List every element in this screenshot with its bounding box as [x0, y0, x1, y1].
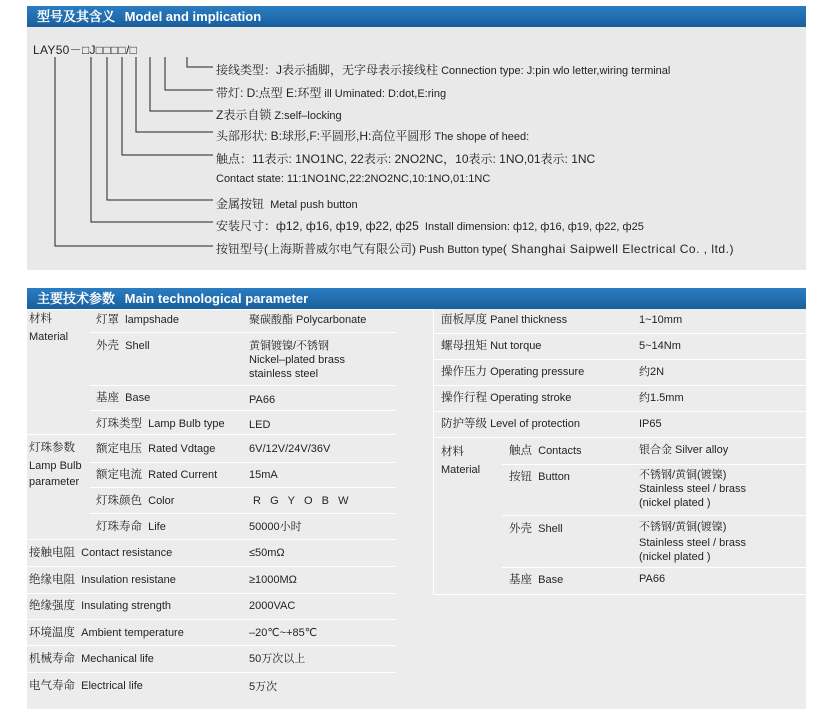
- spec-row-shell: 外壳 Shell: [96, 340, 150, 352]
- spec-value-base: PA66: [249, 394, 276, 406]
- model-line-contacts: 触点：11表示: 1NO1NC, 22表示: 2NO2NC，10表示: 1NO,01表示: 1NC: [216, 152, 596, 166]
- spec-value-lampshade: 聚碳酸酯 Polycarbonate: [249, 314, 367, 326]
- spec-row-operating-pressure: 操作压力 Operating pressure: [441, 366, 585, 378]
- model-code: LAY50－□J□□□□/□: [33, 43, 138, 57]
- spec-value-mechanical-life: 50万次以上: [249, 653, 306, 665]
- spec-value-nut-torque: 5~14Nm: [639, 340, 681, 352]
- spec-row-rated-current: 额定电流 Rated Current: [96, 469, 218, 481]
- spec-row-contacts: 触点 Contacts: [509, 445, 582, 457]
- spec-value-contact-resistance: ≤50mΩ: [249, 547, 285, 559]
- spec-value-right-shell: 不锈钢/黄铜(镀镍) Stainless steel / brass (nickel plated ): [639, 521, 746, 563]
- spec-row-protection-level: 防护等级 Level of protection: [441, 418, 580, 430]
- spec-value-electrical-life: 5万次: [249, 681, 278, 693]
- section-title-cn: 型号及其含义: [37, 9, 116, 24]
- model-line-install-dimension: 安装尺寸：ф12, ф16, ф19, ф22, ф25 Install dimension: ф12, ф16, ф19, ф22, ф25: [216, 219, 644, 233]
- spec-value-operating-stroke: 约1.5mm: [639, 392, 684, 404]
- model-line-lamp: 带灯: D:点型 E:环型 ill Uminated: D:dot,E:ring: [216, 86, 447, 100]
- model-line-button-type: 按钮型号(上海斯普威尔电气有限公司) Push Button type( Shanghai Saipwell Electrical Co. , ltd.): [216, 242, 734, 256]
- spec-value-rated-current: 15mA: [249, 469, 278, 481]
- spec-row-base: 基座 Base: [96, 392, 151, 404]
- spec-row-button: 按钮 Button: [509, 471, 570, 483]
- model-line-connection: 接线类型：J表示插脚，无字母表示接线柱 Connection type: J:pin wlo letter,wiring terminal: [216, 63, 671, 77]
- spec-value-ambient-temperature: –20℃~+85℃: [249, 627, 318, 639]
- spec-value-color: R G Y O B W: [253, 495, 349, 507]
- spec-value-operating-pressure: 约2N: [639, 366, 665, 378]
- spec-row-right-base: 基座 Base: [509, 574, 564, 586]
- model-line-contact-state: Contact state: 11:1NO1NC,22:2NO2NC,10:1NO,01:1NC: [216, 173, 491, 185]
- spec-value-insulation-resistance: ≥1000MΩ: [249, 574, 297, 586]
- spec-row-panel-thickness: 面板厚度 Panel thickness: [441, 314, 568, 326]
- spec-value-bulb-life: 50000小时: [249, 521, 302, 533]
- spec-value-contacts: 银合金 Silver alloy: [639, 444, 729, 456]
- section-header-technical: [27, 288, 806, 309]
- spec-row-color: 灯珠颜色 Color: [96, 495, 175, 507]
- spec-row-electrical-life: 电气寿命 Electrical life: [29, 680, 143, 692]
- group-label-lamp: 灯珠参数 Lamp Bulb parameter: [29, 442, 82, 488]
- spec-row-nut-torque: 螺母扭矩 Nut torque: [441, 340, 542, 352]
- model-line-head-shape: 头部形状: B:球形,F:平圆形,H:高位平圆形 The shope of heed:: [216, 129, 530, 143]
- technical-parameter-table: [27, 309, 806, 709]
- spec-row-right-shell: 外壳 Shell: [509, 523, 563, 535]
- section-header-model: [27, 6, 806, 27]
- spec-row-bulb-type: 灯珠类型 Lamp Bulb type: [96, 418, 225, 430]
- spec-row-contact-resistance: 接触电阻 Contact resistance: [29, 547, 173, 559]
- group-label-right-material: 材料 Material: [441, 446, 481, 476]
- spec-value-shell: 黄铜镀镍/不锈钢 Nickel–plated brass stainless steel: [249, 340, 345, 380]
- spec-row-bulb-life: 灯珠寿命 Life: [96, 521, 166, 533]
- group-label-material: 材料 Material: [29, 313, 69, 343]
- model-implication-panel: [27, 27, 806, 270]
- section-title-en: Model and implication: [124, 9, 262, 24]
- spec-value-insulating-strength: 2000VAC: [249, 600, 296, 612]
- spec-row-operating-stroke: 操作行程 Operating stroke: [441, 392, 572, 404]
- spec-value-button: 不锈钢/黄铜(镀镍) Stainless steel / brass (nickel plated ): [639, 469, 746, 509]
- spec-value-rated-voltage: 6V/12V/24V/36V: [249, 443, 331, 455]
- model-line-metal-button: 金属按钮 Metal push button: [216, 197, 358, 211]
- spec-row-insulation-resistance: 绝缘电阻 Insulation resistane: [29, 574, 176, 586]
- spec-value-bulb-type: LED: [249, 419, 271, 431]
- spec-value-right-base: PA66: [639, 573, 666, 585]
- spec-row-mechanical-life: 机械寿命 Mechanical life: [29, 653, 154, 665]
- spec-row-rated-voltage: 额定电压 Rated Vdtage: [96, 443, 216, 455]
- spec-value-protection-level: IP65: [639, 418, 662, 430]
- spec-row-ambient-temperature: 环境温度 Ambient temperature: [29, 627, 184, 639]
- spec-row-insulating-strength: 绝缘强度 Insulating strength: [29, 600, 172, 612]
- spec-row-lampshade: 灯罩 lampshade: [96, 314, 179, 326]
- model-line-self-lock: Z表示自锁 Z:self–locking: [216, 108, 342, 122]
- section-title-cn: 主要技术参数: [37, 291, 116, 306]
- section-title-en: Main technological parameter: [124, 291, 309, 306]
- spec-value-panel-thickness: 1~10mm: [639, 314, 683, 326]
